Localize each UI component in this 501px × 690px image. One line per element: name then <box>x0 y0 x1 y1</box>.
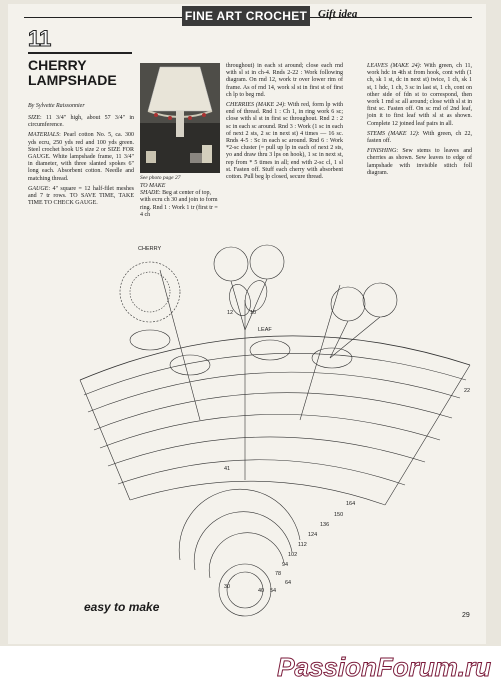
stems-heading: STEMS (MAKE 12) <box>367 130 418 137</box>
page-number: 29 <box>462 612 470 619</box>
gauge-heading: GAUGE <box>28 185 49 192</box>
ring-label: 30 <box>224 584 231 590</box>
count-136: 136 <box>320 522 330 528</box>
count-54: 54 <box>270 588 277 594</box>
count-102: 102 <box>288 552 298 558</box>
cherries-text: : With red, form lp with end of thread. Rnd 1 : Ch 1, in ring work 6 sc; close with sl st in first sc throughout. Rnd 2 : 2 sc in each sc around. Rnd 3 : Work (1 sc in each of next 2 sts, 2 sc in next st) 4 times — 16 sc. Rnds 4-5 : Sc in each sc around. Rnd 6 : Work *2-sc cluster (= pull up lp in each of next 2 sts, yo and draw thru 3 lps on hook), 1 sc in next st, rep from * 5 times in all; end with 2-sc cl, 1 sl st. Fasten off. Stuff each cherry with absorbent cotton. Pull beg lp closed, secure thread. <box>226 102 343 181</box>
leaves-text: : With green, ch 11, work hdc in 4th st from hook, cont with (1 ch, sk 1 st, dc in next st) twice, 1 ch, sk 1 st, 1 hdc, 1 ch, 3 sc in last st, 1 ch, cont on other side of fdn st to correspond, then work 1 rnd sc all around; close with sl st in first sc. Fasten off. On sc rnd of 2nd leaf, join it to first leaf with sl st as shown. Complete 12 joined leaf pairs in all. <box>367 63 472 127</box>
easy-to-make-badge: easy to make <box>84 600 160 614</box>
leaves-heading: LEAVES (MAKE 24) <box>367 63 420 69</box>
materials-heading: MATERIALS <box>28 132 60 139</box>
count-164: 164 <box>346 501 356 507</box>
count-64: 64 <box>285 580 292 586</box>
size-heading: SIZE <box>28 115 40 121</box>
count-112: 112 <box>298 542 307 548</box>
finishing-text: : Sew stems to leaves and cherries as shown. Sew leaves to edge of lampshade with invisible stitch foll diagram. <box>367 148 472 176</box>
to-make-heading: TO MAKE <box>140 183 166 189</box>
row-22-label: 22 <box>464 388 471 394</box>
count-94: 94 <box>282 562 289 568</box>
shade-text: throughout) in each st around; close each rnd with sl st in ch-4. Rnds 2-22 : Work following diagram. On rnd 12, work tr over lower rim of frame. As of rnd 14, work sl st in first st of first ch lp to beg rnd. <box>226 63 343 98</box>
shade-text-start: : Beg at center of top, with ecru ch 30 and join to form ring. Rnd 1 : Work 1 tr (first tr = 4 ch <box>140 190 218 218</box>
pattern-number: 11 <box>28 26 52 51</box>
materials-text: : Pearl cotton No. 5, ca. 300 yds ecru, 250 yds red and 100 yds green. Steel crochet hook US size 2 or SIZE FOR GAUGE. White lampshade frame, 11 3/4" in diameter, with three slanted spokes 6" long each. Absorbent cotton. Needle and matching thread. <box>28 132 134 182</box>
leaf-label: LEAF <box>258 327 272 333</box>
center-stitch-label: 41 <box>224 466 231 472</box>
count-78: 78 <box>275 571 282 577</box>
finishing-heading: FINISHING <box>367 148 397 155</box>
watermark: PassionForum.ru <box>277 652 491 682</box>
count-40: 40 <box>258 588 265 594</box>
byline: By Sylvette Raissonnier <box>28 103 85 109</box>
photo-caption: See photo page 27 <box>140 175 181 181</box>
gauge-text: : 4" square = 12 half-filet meshes and 7 tr rows. TO SAVE TIME, TAKE TIME TO CHECK GAUGE. <box>28 185 134 207</box>
size-text: : 11 3/4" high, about 57 3/4" in circumference. <box>28 115 134 129</box>
stem-label-10: 10 <box>250 310 257 316</box>
shade-heading: SHADE <box>140 190 159 197</box>
stems-text: : With green, ch 22, fasten off. <box>367 130 472 145</box>
cherry-label: CHERRY <box>138 246 162 252</box>
cherries-heading: CHERRIES (MAKE 24) <box>226 102 285 109</box>
pattern-title: CHERRY LAMPSHADE <box>28 57 117 88</box>
stem-label-12: 12 <box>227 310 234 316</box>
section-title: FINE ART CROCHET <box>182 6 310 26</box>
gift-idea-tag: Gift idea <box>318 8 358 20</box>
count-150: 150 <box>334 512 344 518</box>
count-124: 124 <box>308 532 318 538</box>
